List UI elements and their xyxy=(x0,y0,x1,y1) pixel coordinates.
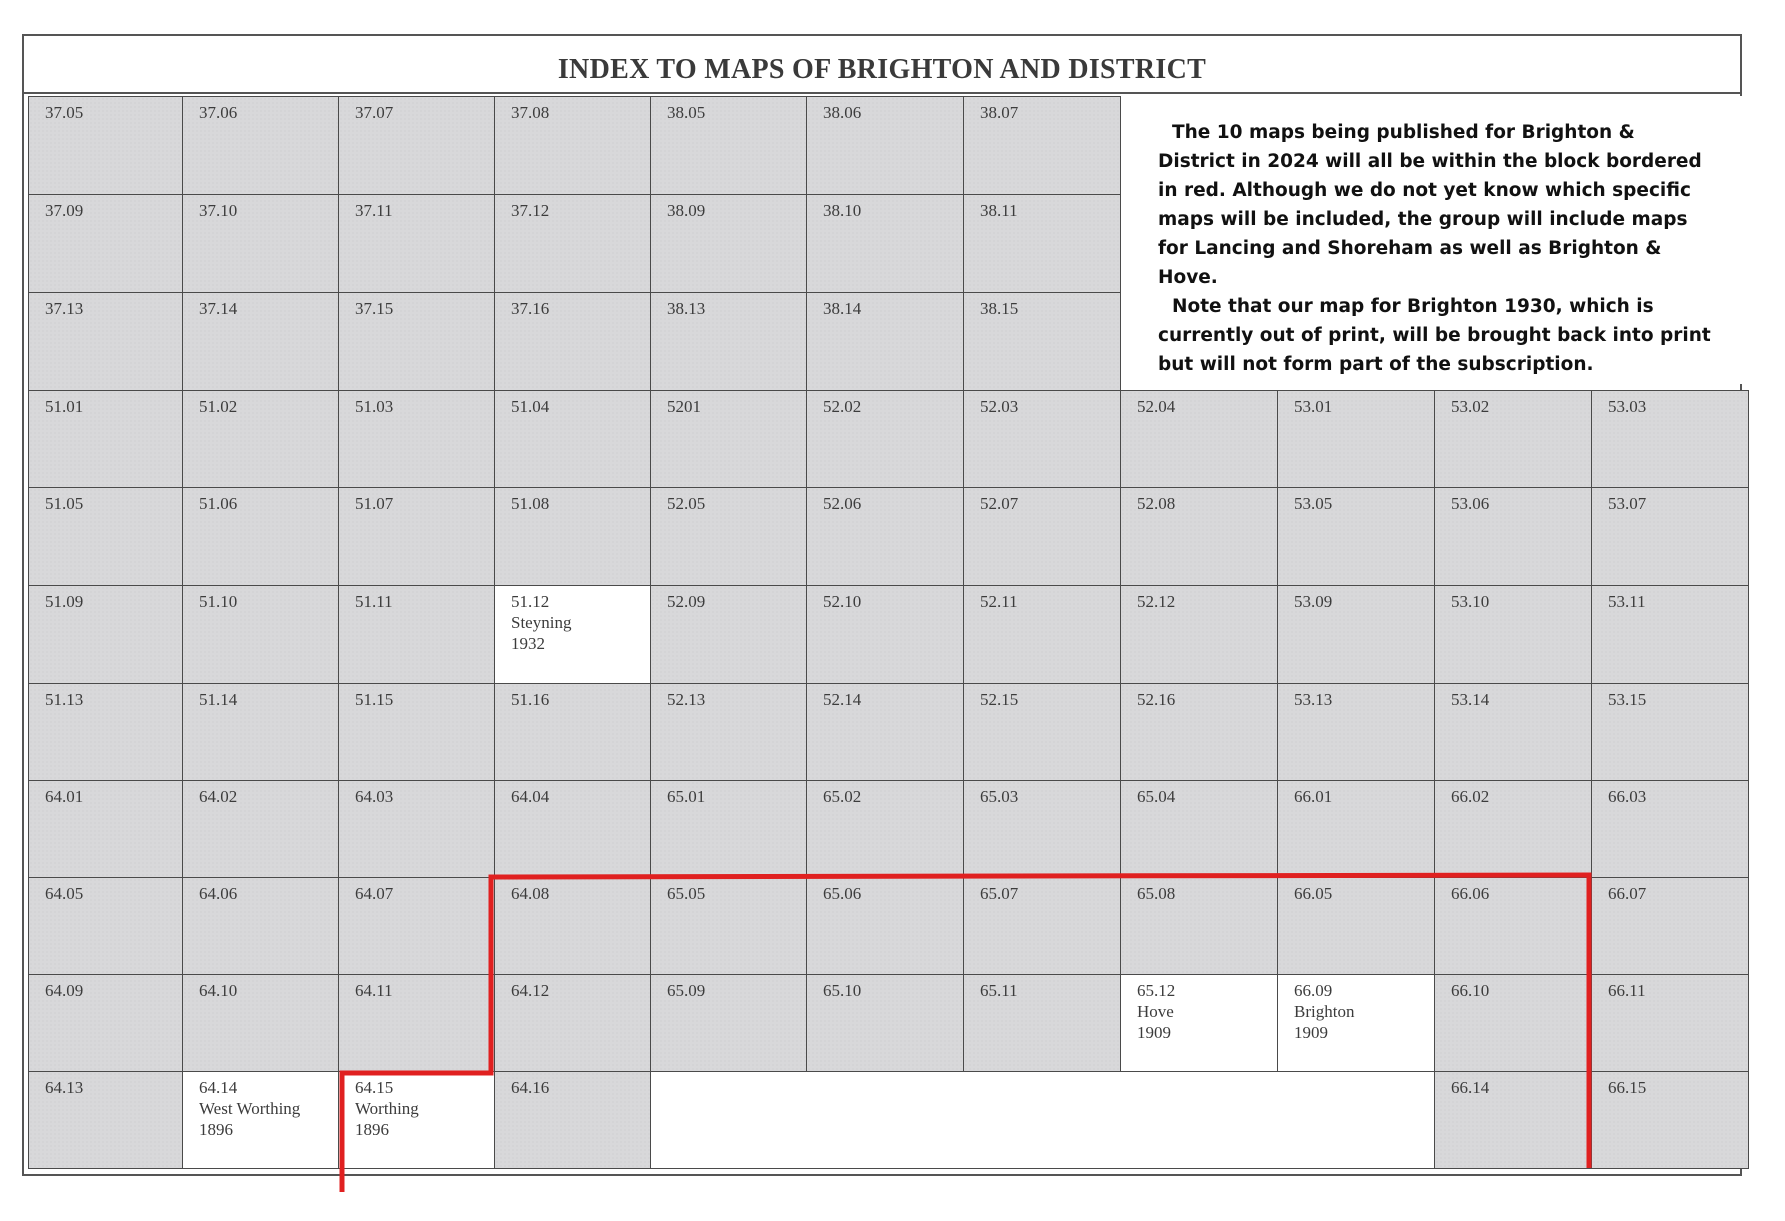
map-cell-37-13: 37.13 xyxy=(28,292,183,391)
map-cell-37-10: 37.10 xyxy=(182,194,339,293)
map-cell-37-06: 37.06 xyxy=(182,96,339,195)
map-cell-38-13: 38.13 xyxy=(650,292,807,391)
map-cell-65-12: 65.12 Hove 1909 xyxy=(1120,974,1278,1072)
map-cell-66-14: 66.14 xyxy=(1434,1071,1592,1169)
map-cell-38-09: 38.09 xyxy=(650,194,807,293)
map-cell-64-06: 64.06 xyxy=(182,877,339,975)
map-cell-66-01: 66.01 xyxy=(1277,780,1435,878)
map-cell-51-14: 51.14 xyxy=(182,683,339,781)
map-cell-64-15: 64.15 Worthing 1896 xyxy=(338,1071,495,1169)
map-cell-37-05: 37.05 xyxy=(28,96,183,195)
map-cell-38-10: 38.10 xyxy=(806,194,964,293)
map-cell-65-05: 65.05 xyxy=(650,877,807,975)
map-cell-53-05: 53.05 xyxy=(1277,487,1435,586)
map-cell-64-03: 64.03 xyxy=(338,780,495,878)
map-cell-65-11: 65.11 xyxy=(963,974,1121,1072)
map-cell-52-07: 52.07 xyxy=(963,487,1121,586)
map-cell-37-14: 37.14 xyxy=(182,292,339,391)
red-boundary-path xyxy=(342,875,1589,1192)
map-cell-64-01: 64.01 xyxy=(28,780,183,878)
map-cell-66-10: 66.10 xyxy=(1434,974,1592,1072)
map-cell-53-07: 53.07 xyxy=(1591,487,1749,586)
map-cell-38-11: 38.11 xyxy=(963,194,1121,293)
map-cell-65-04: 65.04 xyxy=(1120,780,1278,878)
map-cell-64-07: 64.07 xyxy=(338,877,495,975)
map-cell-51-06: 51.06 xyxy=(182,487,339,586)
map-cell-52-16: 52.16 xyxy=(1120,683,1278,781)
map-cell-51-12: 51.12 Steyning 1932 xyxy=(494,585,651,684)
map-cell-53-11: 53.11 xyxy=(1591,585,1749,684)
map-cell-51-02: 51.02 xyxy=(182,390,339,488)
map-cell-51-10: 51.10 xyxy=(182,585,339,684)
map-cell-64-13: 64.13 xyxy=(28,1071,183,1169)
map-cell-37-12: 37.12 xyxy=(494,194,651,293)
map-cell-53-14: 53.14 xyxy=(1434,683,1592,781)
map-cell-37-07: 37.07 xyxy=(338,96,495,195)
map-cell-52-14: 52.14 xyxy=(806,683,964,781)
map-cell-38-07: 38.07 xyxy=(963,96,1121,195)
map-cell-37-16: 37.16 xyxy=(494,292,651,391)
map-cell-37-15: 37.15 xyxy=(338,292,495,391)
map-cell-65-01: 65.01 xyxy=(650,780,807,878)
map-cell-51-09: 51.09 xyxy=(28,585,183,684)
map-cell-64-10: 64.10 xyxy=(182,974,339,1072)
map-cell-38-06: 38.06 xyxy=(806,96,964,195)
map-cell-52-04: 52.04 xyxy=(1120,390,1278,488)
map-cell-51-03: 51.03 xyxy=(338,390,495,488)
map-cell-52-09: 52.09 xyxy=(650,585,807,684)
map-cell-64-02: 64.02 xyxy=(182,780,339,878)
map-cell-53-15: 53.15 xyxy=(1591,683,1749,781)
map-cell-37-08: 37.08 xyxy=(494,96,651,195)
map-cell-51-13: 51.13 xyxy=(28,683,183,781)
map-cell-51-16: 51.16 xyxy=(494,683,651,781)
map-cell-53-02: 53.02 xyxy=(1434,390,1592,488)
map-cell-66-09: 66.09 Brighton 1909 xyxy=(1277,974,1435,1072)
map-cell-65-09: 65.09 xyxy=(650,974,807,1072)
map-cell-52-11: 52.11 xyxy=(963,585,1121,684)
notice-paragraph-1: The 10 maps being published for Brighton & District in 2024 will all be within the block bordered in red. Although we do not yet know which specific maps will be included, the group will include maps for Lancing and Shoreham as well as Brighton & Hove. xyxy=(1158,122,1702,288)
map-cell-53-03: 53.03 xyxy=(1591,390,1749,488)
map-cell-66-15: 66.15 xyxy=(1591,1071,1749,1169)
map-cell-38-05: 38.05 xyxy=(650,96,807,195)
map-cell-64-09: 64.09 xyxy=(28,974,183,1072)
map-cell-64-14: 64.14 West Worthing 1896 xyxy=(182,1071,339,1169)
map-cell-53-09: 53.09 xyxy=(1277,585,1435,684)
map-cell-52-12: 52.12 xyxy=(1120,585,1278,684)
map-cell-53-06: 53.06 xyxy=(1434,487,1592,586)
map-cell-64-12: 64.12 xyxy=(494,974,651,1072)
map-cell-64-16: 64.16 xyxy=(494,1071,651,1169)
map-cell-65-02: 65.02 xyxy=(806,780,964,878)
map-cell-52-13: 52.13 xyxy=(650,683,807,781)
map-cell-38-15: 38.15 xyxy=(963,292,1121,391)
map-cell-64-05: 64.05 xyxy=(28,877,183,975)
map-cell-52-03: 52.03 xyxy=(963,390,1121,488)
map-cell-53-10: 53.10 xyxy=(1434,585,1592,684)
map-cell-65-10: 65.10 xyxy=(806,974,964,1072)
map-cell-51-07: 51.07 xyxy=(338,487,495,586)
map-cell-5201: 5201 xyxy=(650,390,807,488)
map-cell-66-05: 66.05 xyxy=(1277,877,1435,975)
map-cell-52-05: 52.05 xyxy=(650,487,807,586)
map-cell-51-05: 51.05 xyxy=(28,487,183,586)
map-cell-37-11: 37.11 xyxy=(338,194,495,293)
map-cell-51-04: 51.04 xyxy=(494,390,651,488)
map-cell-51-01: 51.01 xyxy=(28,390,183,488)
map-cell-52-15: 52.15 xyxy=(963,683,1121,781)
map-cell-64-04: 64.04 xyxy=(494,780,651,878)
map-cell-51-08: 51.08 xyxy=(494,487,651,586)
map-cell-65-06: 65.06 xyxy=(806,877,964,975)
map-cell-66-11: 66.11 xyxy=(1591,974,1749,1072)
map-cell-64-08: 64.08 xyxy=(494,877,651,975)
map-cell-65-03: 65.03 xyxy=(963,780,1121,878)
map-cell-51-11: 51.11 xyxy=(338,585,495,684)
map-cell-53-13: 53.13 xyxy=(1277,683,1435,781)
map-cell-52-08: 52.08 xyxy=(1120,487,1278,586)
map-cell-65-08: 65.08 xyxy=(1120,877,1278,975)
map-cell-53-01: 53.01 xyxy=(1277,390,1435,488)
notice-paragraph-2: Note that our map for Brighton 1930, which is currently out of print, will be brought back into print but will not form part of the subscription. xyxy=(1158,296,1711,375)
map-cell-66-03: 66.03 xyxy=(1591,780,1749,878)
map-cell-52-10: 52.10 xyxy=(806,585,964,684)
map-cell-66-06: 66.06 xyxy=(1434,877,1592,975)
page-title: INDEX TO MAPS OF BRIGHTON AND DISTRICT xyxy=(557,54,1207,85)
map-cell-38-14: 38.14 xyxy=(806,292,964,391)
map-cell-66-02: 66.02 xyxy=(1434,780,1592,878)
map-cell-37-09: 37.09 xyxy=(28,194,183,293)
map-cell-65-07: 65.07 xyxy=(963,877,1121,975)
map-cell-52-02: 52.02 xyxy=(806,390,964,488)
map-cell-52-06: 52.06 xyxy=(806,487,964,586)
map-cell-66-07: 66.07 xyxy=(1591,877,1749,975)
map-cell-64-11: 64.11 xyxy=(338,974,495,1072)
map-cell-51-15: 51.15 xyxy=(338,683,495,781)
